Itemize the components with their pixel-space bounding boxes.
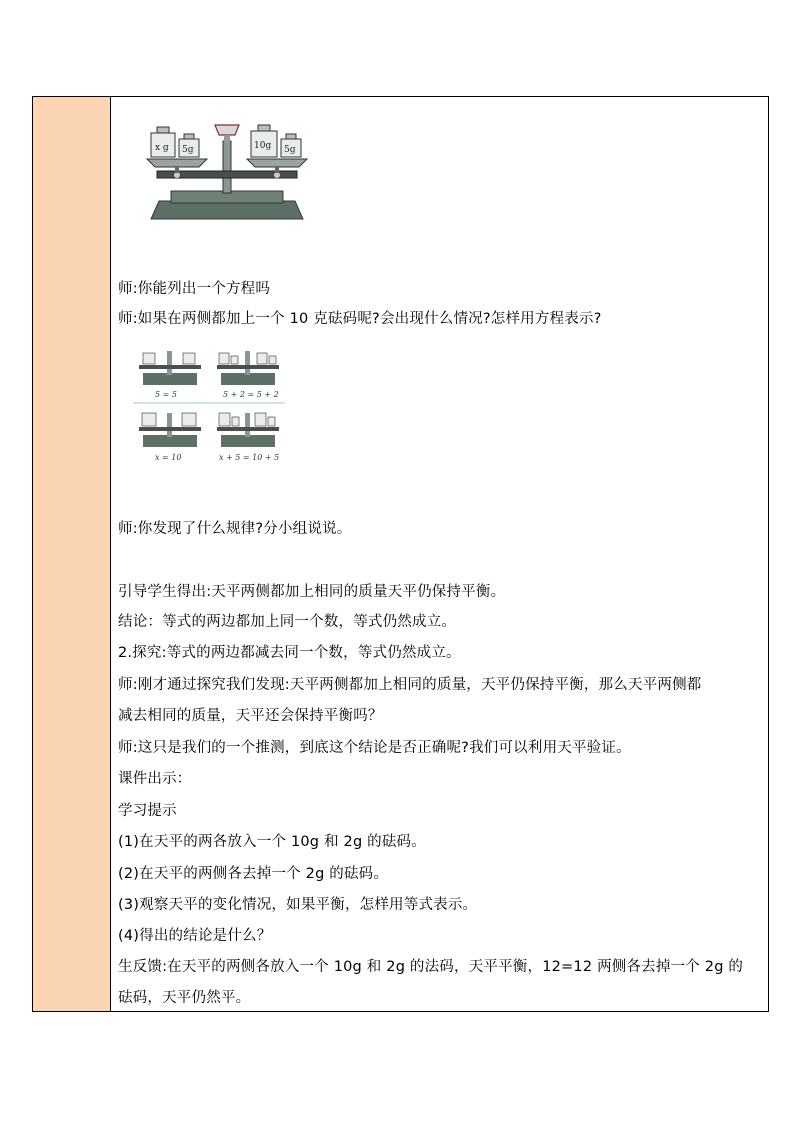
weight-block <box>251 125 277 157</box>
text-line: 砝码，天平仍然平。 <box>118 990 251 1006</box>
balance-comparison-figure <box>133 343 285 465</box>
text-line: 减去相同的质量，天平还会保持平衡吗？ <box>118 708 383 724</box>
text-line: 引导学生得出:天平两侧都加上相同的质量天平仍保持平衡。 <box>118 584 506 600</box>
left-column-cell <box>33 97 111 1011</box>
text-line: 生反馈:在天平的两侧各放入一个 10g 和 2g 的法码，天平平衡，12=12 两侧各去掉一个 2g 的 <box>118 959 744 975</box>
text-line: (3)观察天平的变化情况，如果平衡，怎样用等式表示。 <box>118 897 478 913</box>
weight-label: 10g <box>254 141 272 151</box>
weight-label: 5g <box>284 145 296 155</box>
text-line: (2)在天平的两侧各去掉一个 2g 的砝码。 <box>118 866 389 882</box>
text-line: 师:你能列出一个方程吗 <box>118 281 271 297</box>
weight-block <box>281 134 301 157</box>
balance-panel <box>217 413 279 462</box>
weight-block <box>151 127 175 157</box>
equation-caption: x = 10 <box>155 453 182 462</box>
lesson-table <box>32 96 769 1012</box>
weight-label: 5g <box>182 145 194 155</box>
text-line: (1)在天平的两各放入一个 10g 和 2g 的砝码。 <box>118 834 426 850</box>
equation-caption: 5 + 2 = 5 + 2 <box>223 390 279 399</box>
text-line: 结论：等式的两边都加上同一个数，等式仍然成立。 <box>118 614 457 630</box>
text-line: 师:你发现了什么规律?分小组说说。 <box>118 521 352 537</box>
weight-block <box>179 134 199 157</box>
text-line: 学习提示 <box>118 803 177 819</box>
text-line: 课件出示： <box>118 771 192 787</box>
balance-panel <box>217 351 279 399</box>
text-line: 2.探究:等式的两边都减去同一个数，等式仍然成立。 <box>118 645 461 661</box>
text-line: 师:刚才通过探究我们发现:天平两侧都加上相同的质量，天平仍保持平衡，那么天平两侧都 <box>118 677 702 693</box>
content-cell <box>111 97 768 1011</box>
equation-caption: 5 = 5 <box>155 390 177 399</box>
balance-scale-figure <box>141 119 313 223</box>
text-line: 师:如果在两侧都加上一个 10 克砝码呢?会出现什么情况?怎样用方程表示? <box>118 311 602 327</box>
text-line: (4)得出的结论是什么？ <box>118 928 272 944</box>
text-line: 师:这只是我们的一个推测，到底这个结论是否正确呢?我们可以利用天平验证。 <box>118 740 631 756</box>
equation-caption: x + 5 = 10 + 5 <box>219 453 280 462</box>
weight-label: x g <box>155 143 169 153</box>
